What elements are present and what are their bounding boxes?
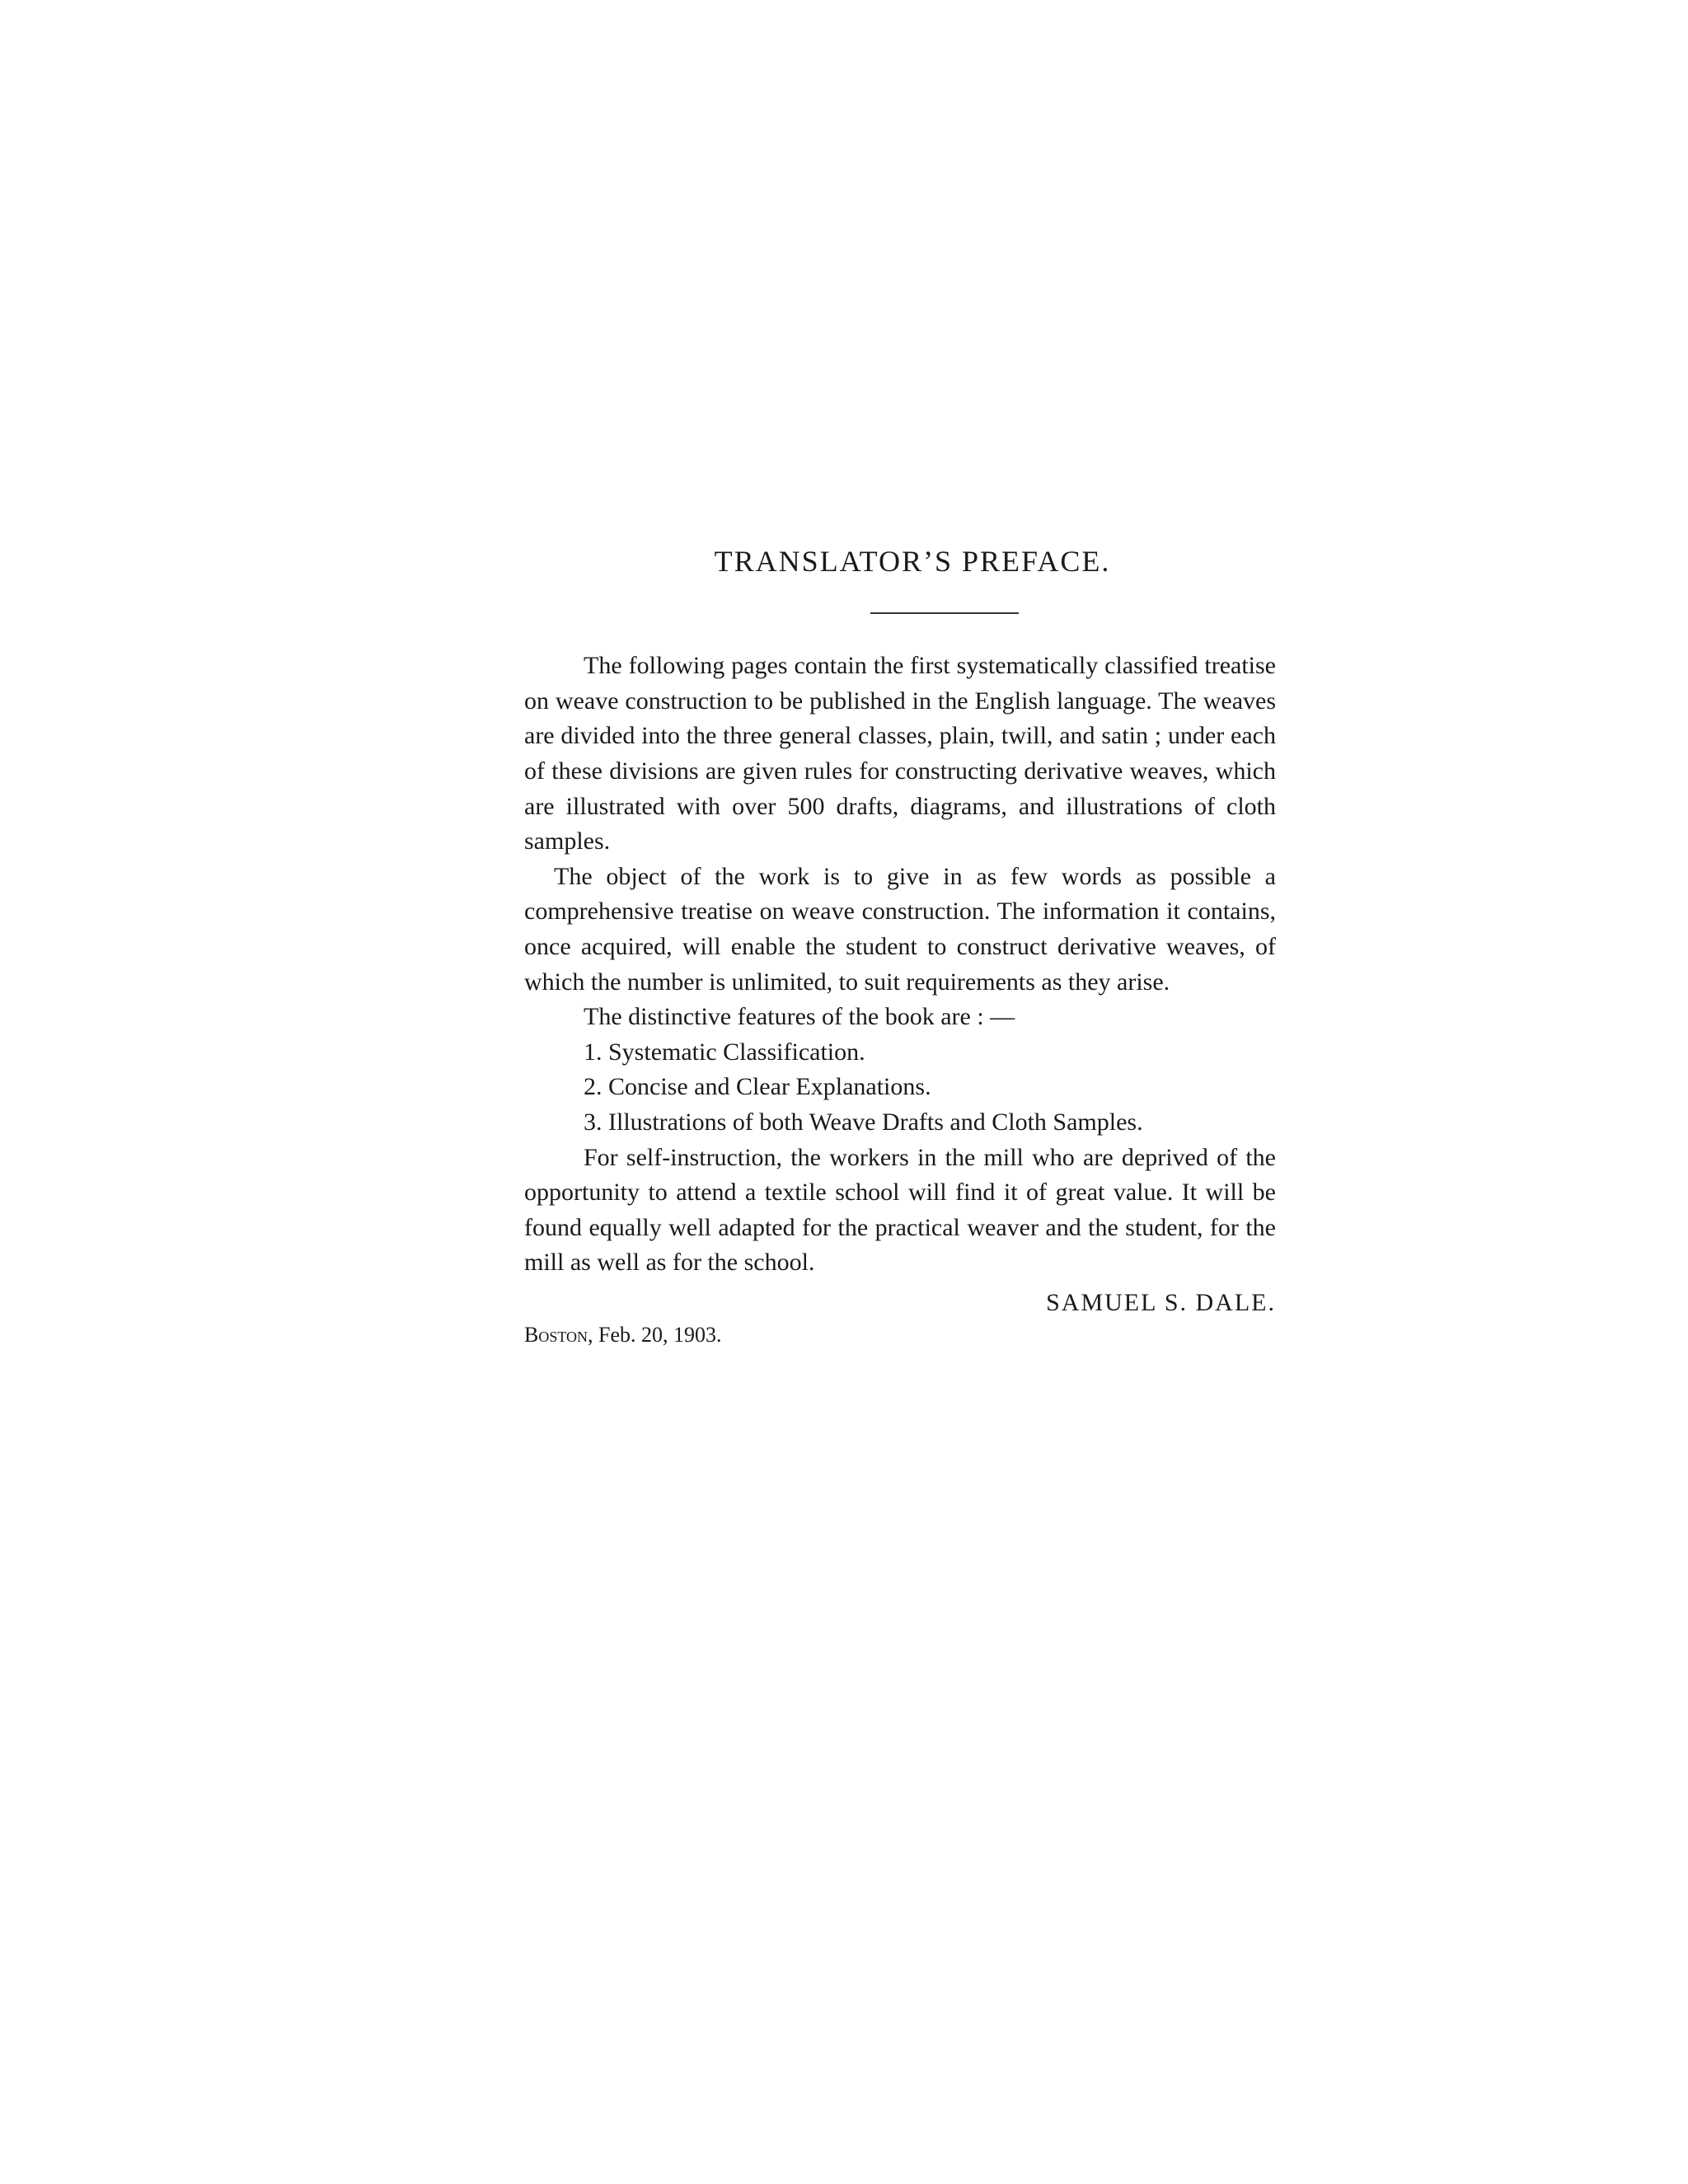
paragraph-1: The following pages contain the first systematically classified treatise on weave construction to be published in the English language. The weaves are divided into the three general classes, plain, twill, and satin ; under each of these divisions are given rules for constructing derivative weaves, which are illustrated with over 500 drafts, diagrams, and illustrations of cloth samples. (524, 652, 1276, 855)
title-divider (870, 612, 1019, 614)
dateline (524, 1320, 1276, 1350)
closing-paragraph: For self-instruction, the workers in the mill who are deprived of the opportunity to attend a textile school will find it of great value. It will be found equally well adapted for the practical weaver and the student, for the mill as well as for the school. (524, 1143, 1276, 1277)
dateline-place: Boston (524, 1322, 588, 1347)
preface-page (524, 527, 1276, 1350)
feature-item-1: 1. Systematic Classification. (584, 1038, 865, 1066)
preface-body (524, 649, 1276, 1281)
paragraph-2: The object of the work is to give in as few words as possible a comprehensive treatise on weave construction. The information it contains, once acquired, will enable the student to construct derivative weaves, of which the number is unlimited, to suit requirements as they arise. (524, 862, 1276, 996)
signature: SAMUEL S. DALE. (1046, 1288, 1276, 1316)
feature-item-3: 3. Illustrations of both Weave Drafts and Cloth Samples. (584, 1108, 1143, 1136)
feature-item-2: 2. Concise and Clear Explanations. (584, 1073, 931, 1101)
paragraph-3: The distinctive features of the book are : — (584, 1003, 1015, 1031)
page-title: TRANSLATOR’S PREFACE. (714, 545, 1111, 578)
dateline-date: , Feb. 20, 1903. (588, 1322, 722, 1347)
